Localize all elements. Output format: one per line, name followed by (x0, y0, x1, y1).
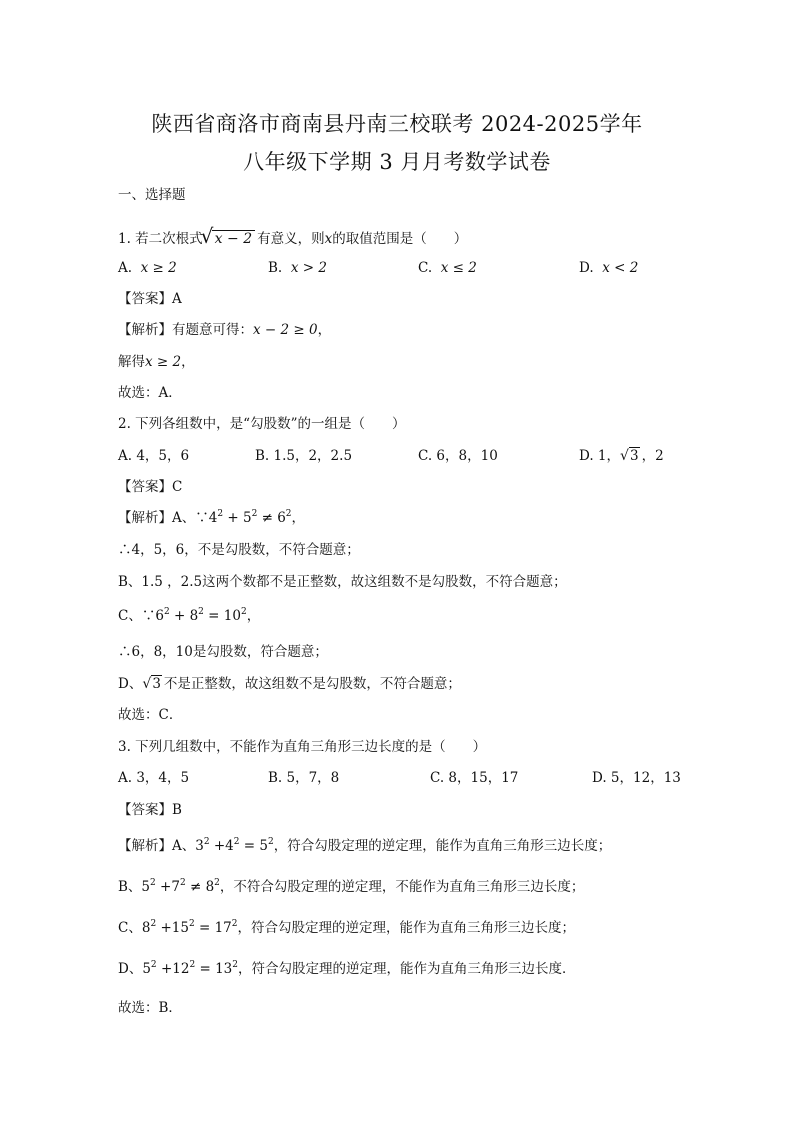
q3-analysis-1: 【解析】A、$3^2 +4^2 = 5^2$，符合勾股定理的逆定理，能作为直角三角形三边长度； (118, 837, 612, 854)
q3-analysis-3: C、$8^2 +15^2 = 17^2$，符合勾股定理的逆定理，能作为直角三角形三边长度； (118, 919, 575, 936)
q3-option-c: C. 8，15，17 (430, 770, 519, 786)
q2-analysis-1: 【解析】A、$\because 4^2 + 5^2 \ne 6^2$， (118, 509, 306, 526)
q3-conclusion: 故选：B． (118, 1000, 182, 1016)
sqrt-expression: √ 3 (620, 448, 639, 464)
sqrt-expression: √ x − 2 (203, 232, 255, 246)
q2-conclusion: 故选：C． (118, 707, 183, 723)
sqrt-expression: √ 3 (142, 676, 161, 692)
q2-analysis-5: ∴6，8，10是勾股数，符合题意； (118, 644, 328, 660)
q3-answer: 【答案】B (118, 802, 182, 818)
q2-stem: 2. 下列各组数中，是“勾股数”的一组是（ ） (118, 416, 406, 432)
q2-analysis-6: D、 √ 3 不是正整数，故这组数不是勾股数，不符合题意； (118, 676, 461, 692)
q1-conclusion: 故选：A． (118, 385, 182, 401)
title-line-2: 八年级下学期 3 月月考数学试卷 (243, 150, 551, 174)
q2-option-c: C. 6，8，10 (418, 448, 498, 464)
q1-option-c: C. x ≤ 2 (418, 260, 477, 276)
section-heading: 一、选择题 (118, 187, 186, 203)
title-line-1: 陕西省商洛市商南县丹南三校联考 2024-2025学年 (151, 112, 643, 136)
q1-analysis-2: 解得x ≥ 2， (118, 354, 195, 370)
q3-stem: 3. 下列几组数中，不能作为直角三角形三边长度的是（ ） (118, 739, 487, 755)
q2-analysis-2: ∴4，5，6，不是勾股数，不符合题意； (118, 542, 360, 558)
q2-analysis-4: C、$\because 6^2 + 8^2 = 10^2$， (118, 607, 261, 624)
q1-option-a: A. x ≥ 2 (118, 260, 177, 276)
q2-analysis-3: B、1.5 ，2.5这两个数都不是正整数，故这组数不是勾股数，不符合题意； (118, 574, 567, 590)
q1-answer: 【答案】A (118, 291, 182, 307)
q1-option-b: B. x > 2 (268, 260, 327, 276)
q3-option-b: B. 5，7，8 (268, 770, 340, 786)
q3-option-d: D. 5，12，13 (592, 770, 681, 786)
q3-analysis-4: D、$5^2 +12^2 = 13^2$，符合勾股定理的逆定理，能作为直角三角形三边长度． (118, 960, 576, 977)
q3-analysis-2: B、$5^2 +7^2 \ne 8^2$，不符合勾股定理的逆定理，不能作为直角三角形三边长度； (118, 878, 585, 895)
q1-stem: 1. 若二次根式 √ x − 2 有意义，则x的取值范围是（ ） (118, 224, 468, 248)
q1-option-d: D. x < 2 (579, 260, 639, 276)
q2-option-b: B. 1.5，2，2.5 (255, 448, 353, 464)
q2-answer: 【答案】C (118, 479, 183, 495)
q2-option-d: D. 1， √ 3 ，2 (579, 448, 664, 464)
q1-analysis-1: 【解析】有题意可得：x − 2 ≥ 0， (118, 322, 332, 338)
q3-option-a: A. 3，4，5 (118, 770, 190, 786)
q2-option-a: A. 4，5，6 (118, 448, 190, 464)
